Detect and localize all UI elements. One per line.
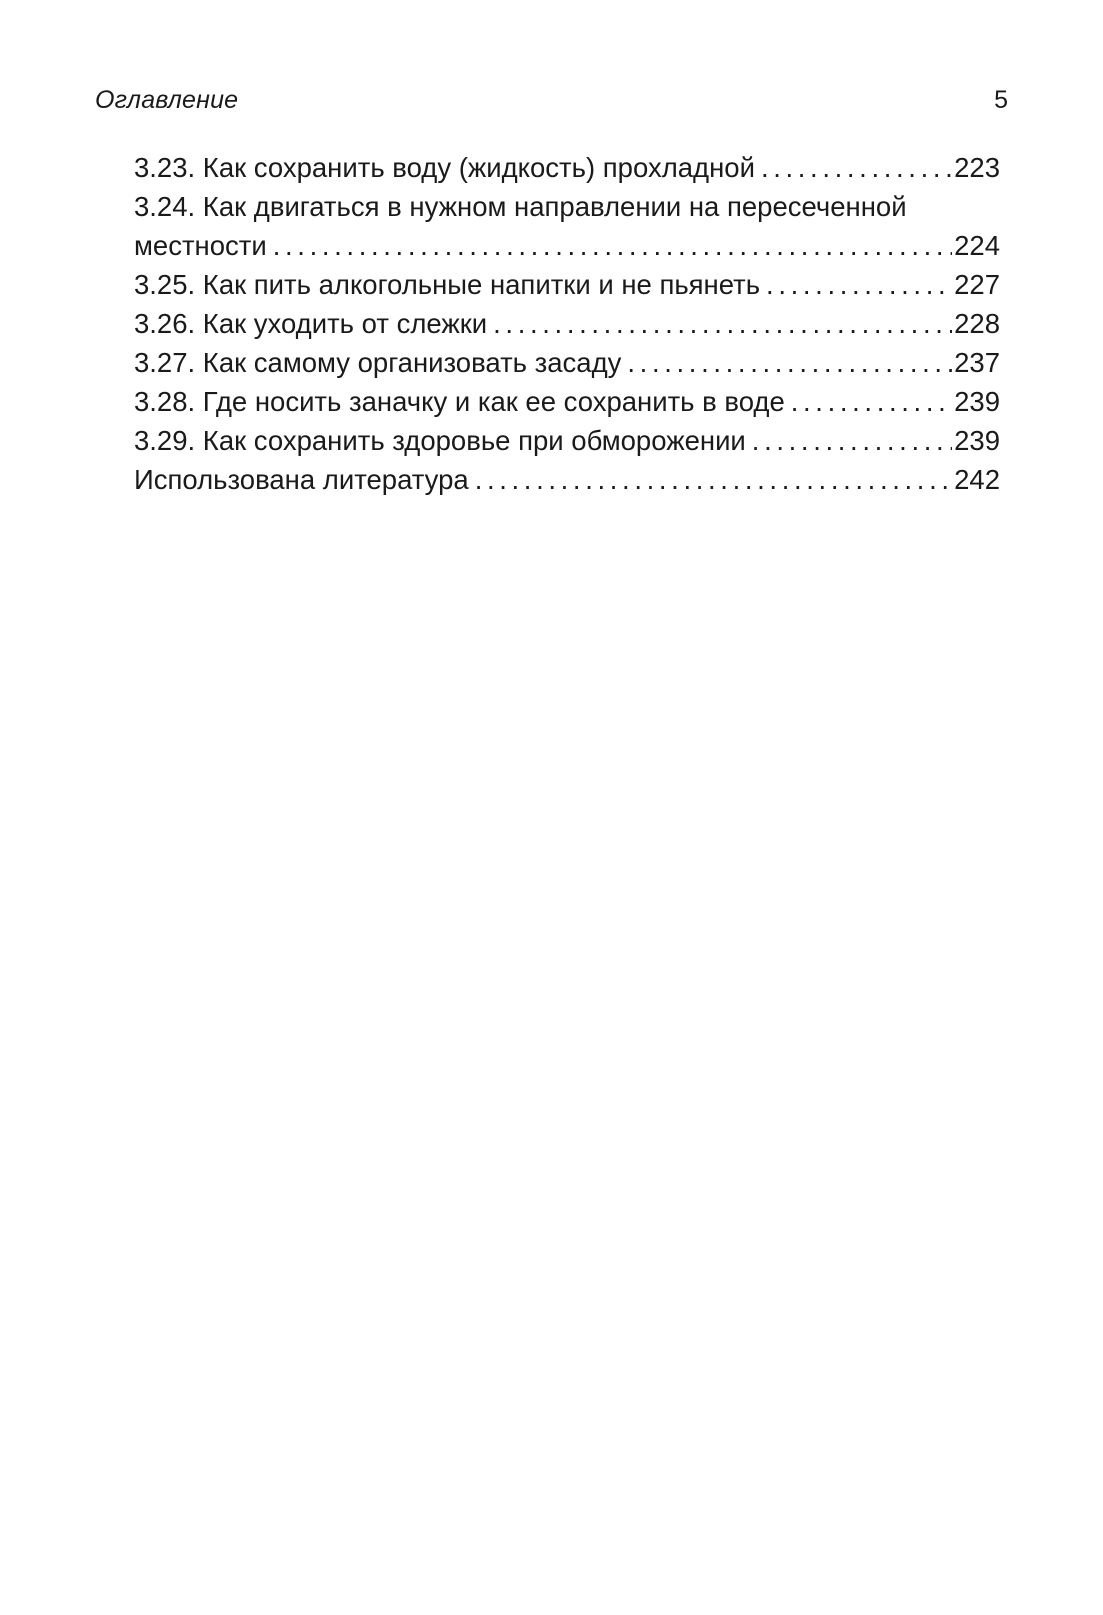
toc-entry-title: 3.29. Как сохранить здоровье при обморожении [134, 425, 746, 456]
toc-entry[interactable] [134, 421, 1000, 460]
toc-entry[interactable] [134, 148, 1000, 187]
table-of-contents [134, 148, 1000, 499]
toc-entry-title: 3.25. Как пить алкогольные напитки и не пьянеть [134, 269, 761, 300]
toc-entry-page: 237 [954, 347, 1000, 378]
toc-entry[interactable] [134, 265, 1000, 304]
toc-entry-title: 3.27. Как самому организовать засаду [134, 347, 622, 378]
toc-entry-page: 227 [954, 269, 1000, 300]
toc-entry-title: Использована литература [134, 464, 469, 495]
toc-entry-title: 3.24. Как двигаться в нужном направлении на пересеченной [134, 191, 907, 222]
toc-entry-page: 242 [954, 464, 1000, 495]
toc-entry-page: 239 [954, 425, 1000, 456]
toc-entry[interactable] [134, 304, 1000, 343]
toc-entry[interactable] [134, 343, 1000, 382]
toc-entry[interactable] [134, 187, 1000, 226]
toc-entry-page: 224 [954, 230, 1000, 261]
toc-dot-leader [475, 460, 952, 499]
toc-dot-leader [627, 343, 952, 382]
toc-entry-page: 228 [954, 308, 1000, 339]
toc-dot-leader [273, 226, 952, 265]
page-number: 5 [994, 86, 1008, 114]
running-head [95, 86, 1008, 126]
toc-entry-title-continuation: местности [134, 230, 267, 261]
toc-entry-title: 3.28. Где носить заначку и как ее сохранить в воде [134, 386, 785, 417]
toc-entry-title: 3.26. Как уходить от слежки [134, 308, 488, 339]
toc-entry-page: 223 [954, 152, 1000, 183]
toc-entry-page: 239 [954, 386, 1000, 417]
running-head-title: Оглавление [95, 86, 239, 114]
toc-dot-leader [752, 421, 952, 460]
toc-entry[interactable] [134, 382, 1000, 421]
toc-dot-leader [766, 265, 952, 304]
toc-entry-continuation[interactable] [134, 226, 1000, 265]
toc-entry[interactable] [134, 460, 1000, 499]
toc-dot-leader [761, 148, 952, 187]
toc-entry-title: 3.23. Как сохранить воду (жидкость) прохладной [134, 152, 755, 183]
toc-dot-leader [493, 304, 952, 343]
toc-dot-leader [791, 382, 952, 421]
